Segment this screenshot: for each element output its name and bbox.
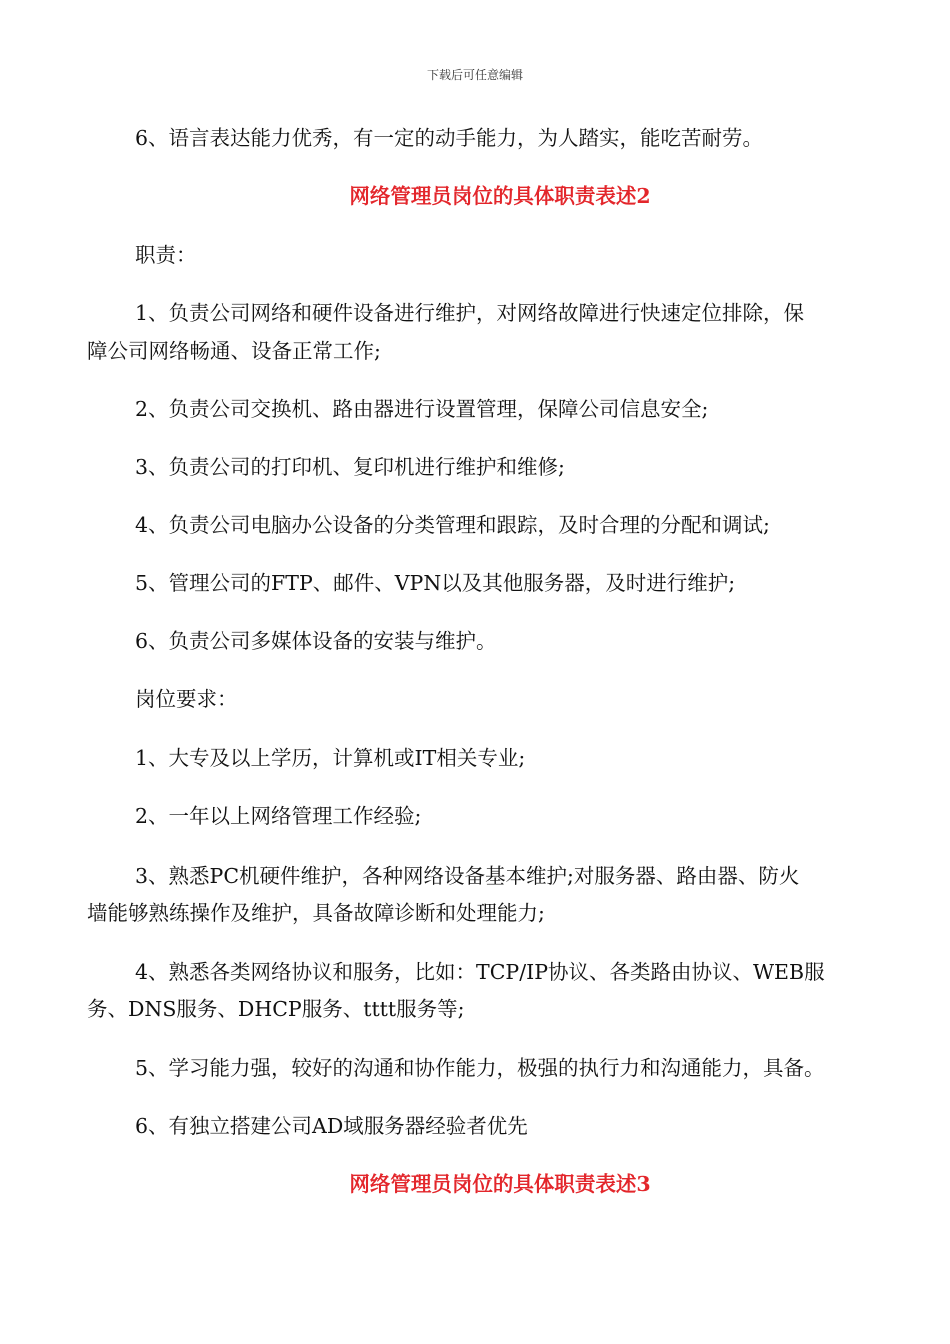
- paragraph-line: 1、大专及以上学历，计算机或IT相关专业;: [135, 746, 526, 770]
- paragraph-line: 6、语言表达能力优秀，有一定的动手能力，为人踏实，能吃苦耐劳。: [135, 126, 764, 150]
- paragraph-line: 3、负责公司的打印机、复印机进行维护和维修;: [135, 455, 565, 479]
- paragraph-line: 4、熟悉各类网络协议和服务，比如：TCP/IP协议、各类路由协议、WEB服: [135, 960, 825, 984]
- paragraph-line: 2、一年以上网络管理工作经验;: [135, 804, 422, 828]
- paragraph-line: 务、DNS服务、DHCP服务、tttt服务等;: [87, 997, 465, 1021]
- paragraph-line: 墙能够熟练操作及维护，具备故障诊断和处理能力;: [87, 901, 545, 925]
- paragraph-line: 2、负责公司交换机、路由器进行设置管理，保障公司信息安全;: [135, 397, 709, 421]
- paragraph-line: 5、学习能力强，较好的沟通和协作能力，极强的执行力和沟通能力，具备。: [135, 1056, 825, 1080]
- paragraph-line: 障公司网络畅通、设备正常工作;: [87, 339, 381, 363]
- paragraph-line: 岗位要求：: [135, 687, 238, 711]
- section-heading-3: 网络管理员岗位的具体职责表述3: [349, 1172, 651, 1196]
- paragraph-line: 4、负责公司电脑办公设备的分类管理和跟踪，及时合理的分配和调试;: [135, 513, 770, 537]
- paragraph-line: 6、负责公司多媒体设备的安装与维护。: [135, 629, 497, 653]
- header-note: 下载后可任意编辑: [426, 68, 523, 82]
- section-heading-2: 网络管理员岗位的具体职责表述2: [349, 184, 651, 208]
- paragraph-line: 6、有独立搭建公司AD域服务器经验者优先: [135, 1114, 528, 1138]
- paragraph-line: 1、负责公司网络和硬件设备进行维护，对网络故障进行快速定位排除，保: [135, 301, 805, 325]
- paragraph-line: 3、熟悉PC机硬件维护，各种网络设备基本维护;对服务器、路由器、防火: [135, 864, 800, 888]
- paragraph-line: 职责：: [135, 243, 197, 267]
- paragraph-line: 5、管理公司的FTP、邮件、VPN以及其他服务器，及时进行维护;: [135, 571, 736, 595]
